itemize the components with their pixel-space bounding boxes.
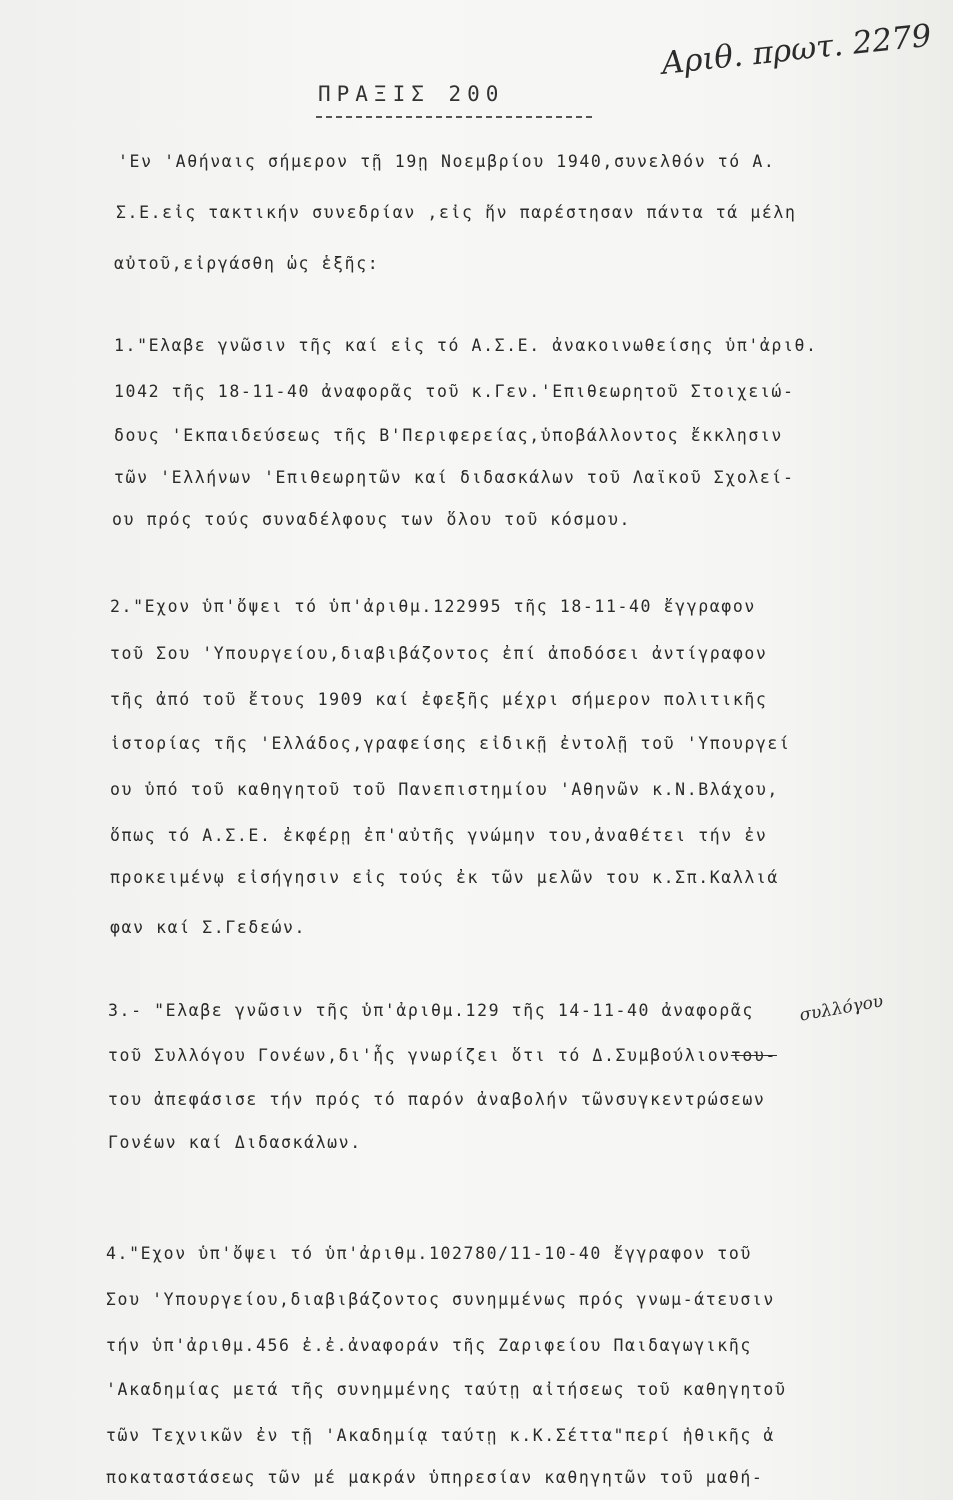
- text-line: τοῦ Σου 'Υπουργείου,διαβιβάζοντος ἐπί ἀποδόσει ἀντίγραφον: [110, 644, 768, 663]
- text-line-content: τοῦ Συλλόγου Γονέων,δι'ἧς γνωρίζει ὅτι τό Δ.Συμβούλιον: [108, 1046, 731, 1065]
- text-line: του ἀπεφάσισε τήν πρός τό παρόν ἀναβολήν τῶνσυγκεντρώσεων: [108, 1090, 766, 1109]
- text-line: Γονέων καί Διδασκάλων.: [108, 1133, 362, 1152]
- text-line: ὅπως τό Α.Σ.Ε. ἐκφέρῃ ἐπ'αὐτῆς γνώμην του,ἀναθέτει τήν ἐν: [110, 826, 768, 845]
- text-line: [108, 1046, 777, 1065]
- text-line: τῶν Τεχνικῶν ἐν τῇ 'Ακαδημίᾳ ταύτῃ κ.Κ.Σέττα"περί ἠθικῆς ἀ: [106, 1426, 775, 1445]
- text-line: τῶν 'Ελλήνων 'Επιθεωρητῶν καί διδασκάλων τοῦ Λαϊκοῦ Σχολεί-: [114, 468, 795, 487]
- page-title: ΠΡΑΞΙΣ 200: [318, 82, 505, 106]
- text-line: 4."Εχον ὑπ'ὄψει τό ὑπ'ἀριθμ.102780/11-10-40 ἔγγραφον τοῦ: [106, 1244, 752, 1263]
- text-line: 1."Ελαβε γνῶσιν τῆς καί εἰς τό Α.Σ.Ε. ἀνακοινωθείσης ὑπ'ἀριθ.: [114, 336, 818, 355]
- text-line: 'Εν 'Αθήναις σήμερον τῇ 19ῃ Νοεμβρίου 1940,συνελθόν τό Α.: [118, 152, 776, 171]
- text-line: αὐτοῦ,εἰργάσθη ὡς ἑξῆς:: [114, 254, 380, 273]
- text-line: ου πρός τούς συναδέλφους των ὅλου τοῦ κόσμου.: [112, 510, 632, 529]
- text-line: ποκαταστάσεως τῶν μέ μακράν ὑπηρεσίαν καθηγητῶν τοῦ μαθή-: [106, 1468, 764, 1487]
- text-line: προκειμένῳ εἰσήγησιν εἰς τούς ἐκ τῶν μελῶν του κ.Σπ.Καλλιά: [110, 868, 779, 887]
- text-line: ου ὑπό τοῦ καθηγητοῦ τοῦ Πανεπιστημίου 'Αθηνῶν κ.Ν.Βλάχου,: [110, 780, 779, 799]
- text-line: τήν ὑπ'ἀριθμ.456 ἐ.ἐ.ἀναφοράν τῆς Ζαριφείου Παιδαγωγικῆς: [106, 1336, 752, 1355]
- text-line: Σου 'Υπουργείου,διαβιβάζοντος συνημμένως πρός γνωμ-άτευσιν: [106, 1290, 775, 1309]
- text-line: τῆς ἀπό τοῦ ἔτους 1909 καί ἐφεξῆς μέχρι σήμερον πολιτικῆς: [110, 690, 768, 709]
- text-line: Σ.Ε.εἰς τακτικήν συνεδρίαν ,εἰς ἥν παρέστησαν πάντα τά μέλη: [116, 203, 797, 222]
- text-line: 1042 τῆς 18-11-40 ἀναφορᾶς τοῦ κ.Γεν.'Επιθεωρητοῦ Στοιχειώ-: [114, 382, 795, 401]
- text-line: 3.- "Ελαβε γνῶσιν τῆς ὑπ'ἀριθμ.129 τῆς 14-11-40 ἀναφορᾶς: [108, 1001, 754, 1020]
- text-line: φαν καί Σ.Γεδεών.: [110, 918, 307, 937]
- handwritten-protocol-number: Αριθ. πρωτ. 2279: [660, 17, 934, 82]
- text-line: δους 'Εκπαιδεύσεως τῆς Β'Περιφερείας,ὑποβάλλοντος ἔκκλησιν: [114, 426, 783, 445]
- struck-word: του-: [730, 1046, 777, 1065]
- text-line: 2."Εχον ὑπ'ὄψει τό ὑπ'ἀριθμ.122995 τῆς 18-11-40 ἔγγραφον: [110, 597, 756, 616]
- handwritten-correction: συλλόγου: [798, 991, 885, 1026]
- text-line: 'Ακαδημίας μετά τῆς συνημμένης ταύτῃ αἰτήσεως τοῦ καθηγητοῦ: [106, 1380, 787, 1399]
- title-underline: [316, 116, 592, 118]
- text-line: ἱστορίας τῆς 'Ελλάδος,γραφείσης εἰδικῇ ἐντολῇ τοῦ 'Υπουργεί: [110, 734, 791, 753]
